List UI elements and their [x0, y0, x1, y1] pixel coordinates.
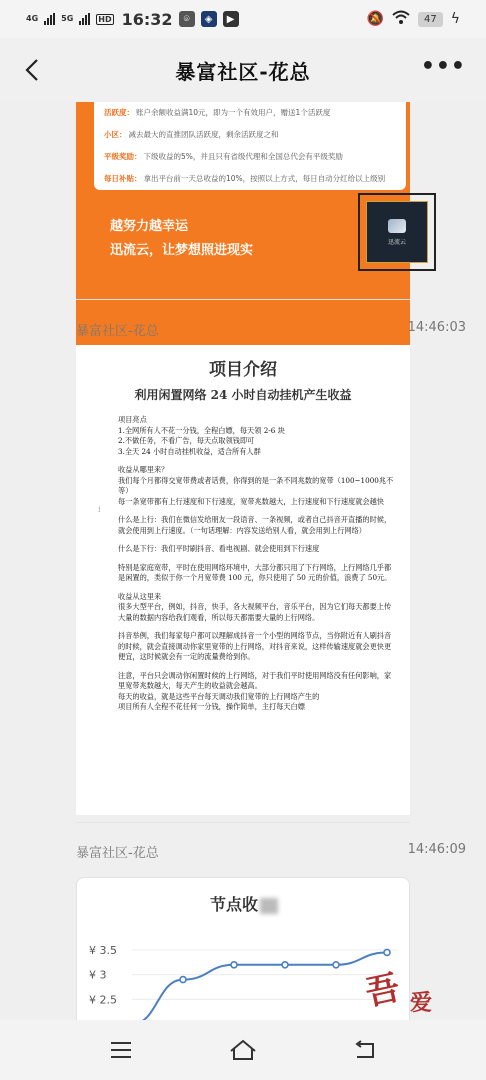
system-nav-bar	[0, 1020, 486, 1080]
data-point	[384, 949, 390, 955]
more-options-button[interactable]: •••	[420, 54, 466, 79]
rules-box	[94, 102, 406, 190]
chevron-left-icon	[25, 58, 39, 82]
chat-header	[0, 38, 486, 102]
promo-slogan-2: 迅流云，让梦想照进现实	[110, 243, 254, 258]
back-nav-icon	[353, 1040, 377, 1060]
message-list[interactable]	[0, 102, 486, 1020]
charging-icon: ϟ	[450, 11, 460, 27]
hd-badge: HD	[98, 14, 112, 24]
doc-paragraph: 抖音举例，我们每家每户都可以理解成抖音一个小型的网络节点，当你附近有人刷抖音的时候，就会直接调动你家里宽带的上行网络，对抖音来说，这样传输速度就会更快更便宜，这时候就会有一定的流量费给到你。	[118, 631, 392, 661]
data-point	[231, 962, 237, 968]
chat-title: 暴富社区-花总	[175, 59, 311, 84]
line-chart	[77, 878, 410, 1020]
back-nav-button[interactable]	[345, 1030, 385, 1070]
play-icon: ▶	[223, 11, 239, 27]
doc-paragraph: 项目亮点 1.全网所有人不花一分钱，全程白嫖，每天领 2-6 块 2.不做任务，不看广告，每天点取领钱即可 3.全天 24 小时自动挂机收益，适合所有人群	[118, 415, 285, 456]
message-sender: 暴富社区-花总	[76, 846, 159, 861]
back-button[interactable]	[14, 52, 50, 88]
doc-subtitle: 利用闲置网络 24 小时自动挂机产生收益	[134, 388, 352, 402]
doc-paragraph: 特别是家庭宽带，平时在使用网络环境中，大部分都只用了下行网络，上行网络几乎都是闲置的，类似于你一个月宽带费 100 元，你只使用了 50 元的价值，浪费了 50元。	[118, 562, 392, 582]
doc-paragraph: 收益从哪里来？ 我们每个月都得交宽带费或者话费，你得到的是一条不同兆数的宽带（100~1000兆不等） 每一条宽带都有上行速度和下行速度，宽带兆数越大，上行速度和下行速度就会越快	[118, 465, 394, 506]
chart-image[interactable]	[76, 877, 410, 1020]
logo-badge	[366, 201, 428, 263]
message-divider	[76, 299, 410, 300]
app-notification-icon: ◈	[201, 11, 217, 27]
promo-slogan-1: 越努力越幸运	[110, 219, 189, 234]
clock: 16:32	[121, 9, 173, 29]
rule-line: 每日补贴： 拿出平台前一天总收益的10%，按照以上方式，每日自动分红给以上级别	[104, 174, 386, 183]
rule-line: 活跃度： 账户余额收益满10元，即为一个有效用户，赠送1个活跃度	[104, 108, 331, 117]
message-time: 14:46:03	[407, 320, 466, 335]
cloud-logo-icon	[388, 219, 406, 233]
rule-line: 平级奖励： 下级收益的5%，并且只有省级代理和全国总代会有平级奖励	[104, 152, 343, 161]
status-bar	[0, 0, 486, 38]
wifi-icon	[392, 10, 410, 28]
status-left	[26, 10, 239, 29]
doc-paragraph: 什么是上行：我们在微信发给朋友一段语音、一条视频，或者自己抖音开直播的时候，就会使用到上行速度。（一句话理解：内容发送给别人看，就会用到上行网络）	[118, 515, 392, 535]
doc-title: 项目介绍	[209, 360, 277, 380]
signal-bars-icon-2	[79, 13, 90, 25]
app-logo	[358, 193, 436, 271]
document-image[interactable]	[76, 345, 410, 815]
data-point	[333, 962, 339, 968]
drag-handle-icon: ⁞	[98, 505, 101, 514]
message-time: 14:46:09	[407, 842, 466, 857]
data-point	[180, 977, 186, 983]
series-line	[132, 952, 387, 1020]
menu-button[interactable]	[101, 1030, 141, 1070]
home-button[interactable]	[223, 1030, 263, 1070]
battery-indicator: 47	[418, 12, 443, 27]
doc-paragraph: 收益从这里来 很多大型平台，例如，抖音，快手，各大视频平台，音乐平台，因为它们每天都要上传大量的数据内容给我们观看，所以每天都需要大量的上行网络。	[118, 591, 392, 622]
mute-icon: 🔕	[366, 11, 385, 27]
menu-icon	[110, 1041, 132, 1059]
chat-app-icon: ⌾	[179, 11, 195, 27]
signal-bars-icon	[44, 13, 55, 25]
home-icon	[229, 1039, 257, 1061]
chart-title-text: 节点收	[209, 895, 258, 914]
signal-label-4g: 4G	[26, 14, 39, 23]
doc-paragraph: 什么是下行：我们平时刷抖音、看电视剧、就会使用到下行速度	[118, 544, 320, 553]
signal-label-5g: 5G	[61, 14, 74, 23]
svg-text:吾: 吾	[362, 967, 404, 1014]
doc-paragraph: 注意，平台只会调动你闲置时候的上行网络，对于我们平时使用网络没有任何影响，家里宽带兆数越大，每天产生的收益就会越高。 每天的收益，就是这些平台每天调动我们宽带的上行网络产生的 项目所有人全程不花任何一分钱，操作简单，主打每天白嫖	[118, 670, 392, 711]
data-point	[282, 962, 288, 968]
y-tick-label: ¥ 3.5	[89, 944, 117, 957]
rule-line: 小区： 减去最大的直推团队活跃度，剩余活跃度之和	[104, 130, 279, 139]
doc-body	[88, 415, 398, 713]
message-divider	[76, 822, 410, 823]
svg-text:爱: 爱	[410, 990, 433, 1016]
status-right	[367, 10, 460, 28]
message-sender: 暴富社区-花总	[76, 324, 159, 339]
logo-text: 迅流云	[387, 238, 406, 246]
y-tick-label: ¥ 2.5	[89, 993, 117, 1007]
y-tick-label: ¥ 3	[89, 968, 107, 982]
